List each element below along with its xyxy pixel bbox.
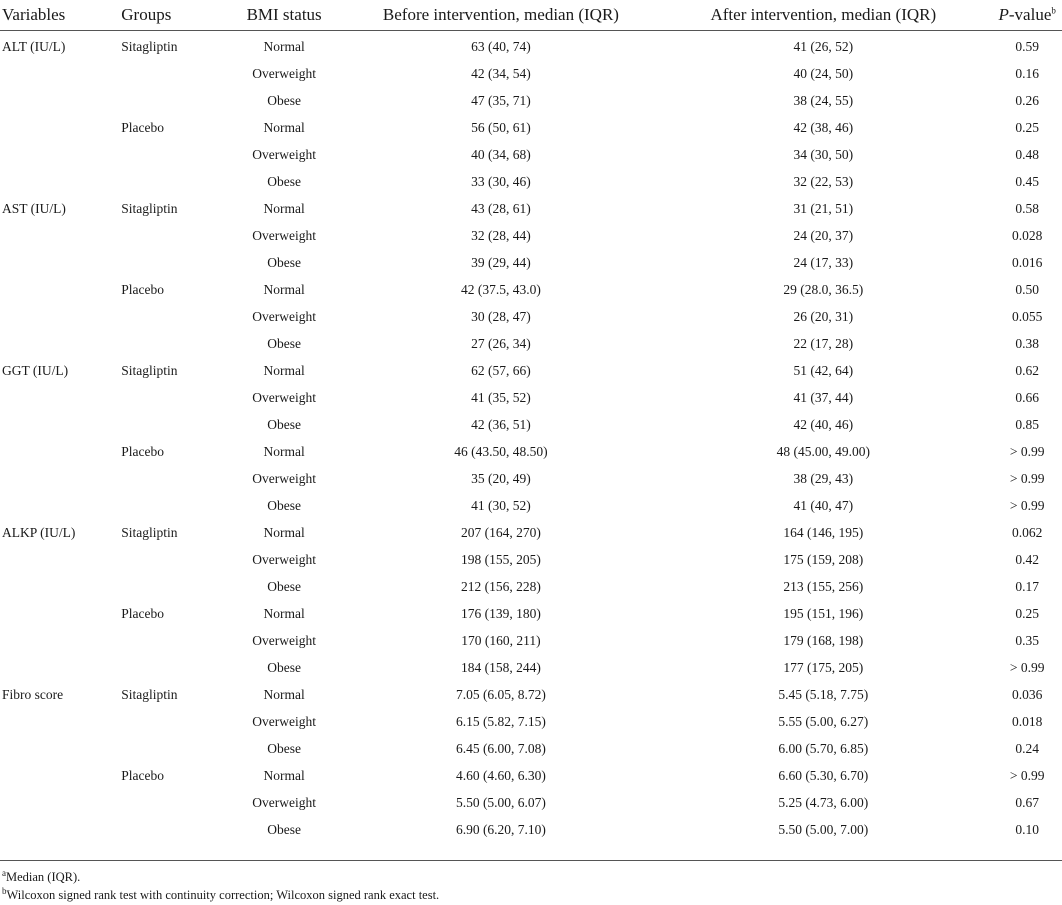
table-row bbox=[0, 357, 1062, 384]
cell-group bbox=[113, 789, 220, 816]
cell-before: 7.05 (6.05, 8.72) bbox=[455, 686, 546, 702]
header-before: Before intervention, median (IQR) bbox=[348, 0, 655, 31]
cell-group: Sitagliptin bbox=[121, 524, 178, 540]
cell-p-value: 0.016 bbox=[1012, 254, 1043, 270]
cell-group bbox=[113, 708, 220, 735]
cell-before: 32 (28, 44) bbox=[471, 227, 531, 243]
cell-bmi-status: Overweight bbox=[252, 794, 316, 810]
cell-group: Placebo bbox=[121, 443, 165, 459]
header-p-value bbox=[992, 0, 1062, 31]
cell-before: 30 (28, 47) bbox=[471, 308, 531, 324]
cell-after: 29 (28.0, 36.5) bbox=[783, 281, 864, 297]
cell-variable bbox=[0, 168, 113, 195]
cell-bmi-status: Obese bbox=[267, 821, 301, 837]
cell-group bbox=[113, 141, 220, 168]
cell-variable bbox=[0, 789, 113, 816]
cell-p-value: 0.66 bbox=[1015, 389, 1039, 405]
table-row bbox=[0, 195, 1062, 222]
table-row bbox=[0, 438, 1062, 465]
table-row bbox=[0, 546, 1062, 573]
cell-after: 213 (155, 256) bbox=[783, 578, 864, 594]
cell-before: 41 (30, 52) bbox=[471, 497, 531, 513]
cell-before: 212 (156, 228) bbox=[461, 578, 541, 594]
table-row bbox=[0, 411, 1062, 438]
cell-before: 41 (35, 52) bbox=[471, 389, 531, 405]
footnote-a-text: Median (IQR). bbox=[6, 870, 81, 884]
cell-bmi-status: Obese bbox=[267, 578, 301, 594]
table-row bbox=[0, 492, 1062, 519]
cell-after: 177 (175, 205) bbox=[783, 659, 864, 675]
cell-variable bbox=[0, 222, 113, 249]
cell-p-value: > 0.99 bbox=[1009, 659, 1045, 675]
table-body bbox=[0, 31, 1062, 844]
table-row bbox=[0, 303, 1062, 330]
table-row bbox=[0, 276, 1062, 303]
cell-before: 42 (36, 51) bbox=[471, 416, 531, 432]
cell-variable bbox=[0, 87, 113, 114]
header-variables: Variables bbox=[0, 0, 113, 31]
cell-bmi-status: Overweight bbox=[252, 389, 316, 405]
cell-p-value: > 0.99 bbox=[1009, 443, 1045, 459]
cell-p-value: 0.10 bbox=[1015, 821, 1039, 837]
cell-group bbox=[113, 87, 220, 114]
table-row bbox=[0, 249, 1062, 276]
cell-p-value: 0.055 bbox=[1012, 308, 1043, 324]
table-row bbox=[0, 114, 1062, 141]
table-row bbox=[0, 573, 1062, 600]
cell-group bbox=[113, 330, 220, 357]
table-row bbox=[0, 168, 1062, 195]
cell-after: 195 (151, 196) bbox=[783, 605, 864, 621]
cell-p-value: 0.62 bbox=[1015, 362, 1039, 378]
cell-before: 6.45 (6.00, 7.08) bbox=[455, 740, 546, 756]
cell-bmi-status: Normal bbox=[263, 605, 305, 621]
cell-after: 164 (146, 195) bbox=[783, 524, 864, 540]
table-row bbox=[0, 60, 1062, 87]
cell-group bbox=[113, 168, 220, 195]
cell-after: 40 (24, 50) bbox=[793, 65, 854, 81]
cell-p-value: 0.45 bbox=[1015, 173, 1039, 189]
cell-group bbox=[113, 384, 220, 411]
cell-before: 176 (139, 180) bbox=[461, 605, 541, 621]
cell-group bbox=[113, 735, 220, 762]
cell-after: 24 (20, 37) bbox=[793, 227, 854, 243]
header-bmi-status: BMI status bbox=[221, 0, 348, 31]
cell-variable bbox=[0, 600, 113, 627]
cell-bmi-status: Normal bbox=[263, 767, 305, 783]
cell-p-value: 0.036 bbox=[1012, 686, 1043, 702]
cell-p-value: 0.16 bbox=[1015, 65, 1039, 81]
header-p-footnote-mark: b bbox=[1051, 5, 1056, 16]
cell-bmi-status: Overweight bbox=[252, 470, 316, 486]
cell-variable bbox=[0, 60, 113, 87]
cell-p-value: 0.062 bbox=[1012, 524, 1043, 540]
cell-bmi-status: Normal bbox=[263, 443, 305, 459]
cell-variable bbox=[0, 735, 113, 762]
cell-before: 47 (35, 71) bbox=[471, 92, 531, 108]
cell-p-value: 0.38 bbox=[1015, 335, 1039, 351]
table-row bbox=[0, 465, 1062, 492]
cell-bmi-status: Obese bbox=[267, 416, 301, 432]
header-p-rest: -value bbox=[1008, 5, 1052, 24]
table-row bbox=[0, 600, 1062, 627]
cell-group bbox=[113, 222, 220, 249]
cell-p-value: 0.42 bbox=[1015, 551, 1039, 567]
cell-before: 43 (28, 61) bbox=[471, 200, 531, 216]
cell-after: 24 (17, 33) bbox=[793, 254, 854, 270]
cell-variable: ALT (IU/L) bbox=[2, 38, 66, 54]
cell-group: Placebo bbox=[121, 767, 165, 783]
cell-group bbox=[113, 303, 220, 330]
cell-bmi-status: Obese bbox=[267, 740, 301, 756]
cell-before: 4.60 (4.60, 6.30) bbox=[455, 767, 546, 783]
cell-before: 42 (37.5, 43.0) bbox=[461, 281, 541, 297]
cell-after: 42 (40, 46) bbox=[793, 416, 854, 432]
table-bottom-rule bbox=[0, 860, 1062, 861]
cell-p-value: 0.26 bbox=[1015, 92, 1039, 108]
header-groups: Groups bbox=[113, 0, 220, 31]
cell-group bbox=[113, 411, 220, 438]
cell-variable bbox=[0, 546, 113, 573]
cell-after: 48 (45.00, 49.00) bbox=[776, 443, 870, 459]
table-header-row bbox=[0, 0, 1062, 31]
cell-bmi-status: Normal bbox=[263, 362, 305, 378]
footnote-b-text: Wilcoxon signed rank test with continuity correction; Wilcoxon signed rank exact test. bbox=[6, 888, 440, 902]
cell-after: 41 (37, 44) bbox=[793, 389, 854, 405]
cell-bmi-status: Obese bbox=[267, 335, 301, 351]
cell-variable bbox=[0, 411, 113, 438]
cell-bmi-status: Normal bbox=[263, 524, 305, 540]
cell-group: Sitagliptin bbox=[121, 38, 178, 54]
cell-bmi-status: Normal bbox=[263, 38, 305, 54]
cell-variable bbox=[0, 303, 113, 330]
cell-before: 40 (34, 68) bbox=[471, 146, 531, 162]
cell-variable: AST (IU/L) bbox=[2, 200, 66, 216]
cell-bmi-status: Obese bbox=[267, 659, 301, 675]
cell-after: 38 (29, 43) bbox=[793, 470, 854, 486]
cell-group: Sitagliptin bbox=[121, 686, 178, 702]
cell-variable bbox=[0, 114, 113, 141]
cell-variable bbox=[0, 762, 113, 789]
cell-p-value: 0.48 bbox=[1015, 146, 1039, 162]
cell-before: 198 (155, 205) bbox=[461, 551, 541, 567]
cell-group bbox=[113, 492, 220, 519]
cell-p-value: 0.24 bbox=[1015, 740, 1039, 756]
cell-group bbox=[113, 816, 220, 843]
cell-p-value: 0.85 bbox=[1015, 416, 1039, 432]
cell-after: 32 (22, 53) bbox=[793, 173, 854, 189]
cell-p-value: 0.59 bbox=[1015, 38, 1039, 54]
header-after: After intervention, median (IQR) bbox=[654, 0, 992, 31]
table-row bbox=[0, 141, 1062, 168]
table-row bbox=[0, 681, 1062, 708]
cell-group bbox=[113, 60, 220, 87]
cell-after: 5.45 (5.18, 7.75) bbox=[778, 686, 869, 702]
table-row bbox=[0, 708, 1062, 735]
cell-variable bbox=[0, 492, 113, 519]
cell-p-value: 0.018 bbox=[1012, 713, 1043, 729]
footnote-a-mark: a bbox=[2, 867, 6, 878]
cell-variable bbox=[0, 330, 113, 357]
cell-after: 51 (42, 64) bbox=[793, 362, 854, 378]
cell-before: 39 (29, 44) bbox=[471, 254, 531, 270]
footnote-b bbox=[2, 885, 440, 903]
cell-variable bbox=[0, 708, 113, 735]
cell-before: 62 (57, 66) bbox=[471, 362, 531, 378]
cell-bmi-status: Obese bbox=[267, 254, 301, 270]
cell-p-value: 0.25 bbox=[1015, 605, 1039, 621]
footnote-b-mark: b bbox=[2, 885, 7, 896]
cell-p-value: 0.028 bbox=[1012, 227, 1043, 243]
cell-variable bbox=[0, 438, 113, 465]
cell-group: Sitagliptin bbox=[121, 200, 178, 216]
cell-variable bbox=[0, 654, 113, 681]
cell-bmi-status: Overweight bbox=[252, 632, 316, 648]
cell-before: 170 (160, 211) bbox=[461, 632, 541, 648]
cell-after: 34 (30, 50) bbox=[793, 146, 854, 162]
cell-before: 56 (50, 61) bbox=[471, 119, 531, 135]
cell-p-value: 0.25 bbox=[1015, 119, 1039, 135]
table-row bbox=[0, 627, 1062, 654]
cell-after: 31 (21, 51) bbox=[793, 200, 854, 216]
cell-after: 22 (17, 28) bbox=[793, 335, 854, 351]
cell-group bbox=[113, 249, 220, 276]
table-row bbox=[0, 87, 1062, 114]
cell-bmi-status: Overweight bbox=[252, 146, 316, 162]
cell-p-value: 0.58 bbox=[1015, 200, 1039, 216]
cell-variable bbox=[0, 465, 113, 492]
cell-group: Sitagliptin bbox=[121, 362, 178, 378]
cell-variable bbox=[0, 573, 113, 600]
cell-variable bbox=[0, 384, 113, 411]
cell-bmi-status: Normal bbox=[263, 200, 305, 216]
cell-bmi-status: Normal bbox=[263, 119, 305, 135]
cell-bmi-status: Overweight bbox=[252, 308, 316, 324]
cell-bmi-status: Overweight bbox=[252, 713, 316, 729]
cell-variable: ALKP (IU/L) bbox=[2, 524, 76, 540]
cell-after: 6.00 (5.70, 6.85) bbox=[778, 740, 869, 756]
table-row bbox=[0, 31, 1062, 61]
cell-group bbox=[113, 627, 220, 654]
cell-bmi-status: Obese bbox=[267, 173, 301, 189]
cell-before: 46 (43.50, 48.50) bbox=[454, 443, 548, 459]
footnote-a bbox=[2, 867, 81, 885]
table-row bbox=[0, 762, 1062, 789]
cell-before: 184 (158, 244) bbox=[461, 659, 541, 675]
cell-variable: Fibro score bbox=[2, 686, 64, 702]
cell-group: Placebo bbox=[121, 605, 165, 621]
cell-variable bbox=[0, 249, 113, 276]
cell-bmi-status: Normal bbox=[263, 686, 305, 702]
cell-group bbox=[113, 546, 220, 573]
cell-group: Placebo bbox=[121, 119, 165, 135]
cell-after: 175 (159, 208) bbox=[783, 551, 864, 567]
cell-p-value: > 0.99 bbox=[1009, 767, 1045, 783]
cell-p-value: > 0.99 bbox=[1009, 497, 1045, 513]
cell-after: 5.25 (4.73, 6.00) bbox=[778, 794, 869, 810]
cell-p-value: 0.67 bbox=[1015, 794, 1039, 810]
cell-group: Placebo bbox=[121, 281, 165, 297]
cell-before: 207 (164, 270) bbox=[461, 524, 541, 540]
cell-bmi-status: Obese bbox=[267, 92, 301, 108]
cell-after: 42 (38, 46) bbox=[793, 119, 854, 135]
cell-after: 5.50 (5.00, 7.00) bbox=[778, 821, 869, 837]
cell-group bbox=[113, 654, 220, 681]
cell-before: 6.15 (5.82, 7.15) bbox=[455, 713, 546, 729]
table-row bbox=[0, 330, 1062, 357]
cell-p-value: 0.35 bbox=[1015, 632, 1039, 648]
cell-variable bbox=[0, 276, 113, 303]
cell-before: 27 (26, 34) bbox=[471, 335, 531, 351]
cell-group bbox=[113, 573, 220, 600]
header-p-italic: P bbox=[998, 5, 1009, 24]
cell-group bbox=[113, 465, 220, 492]
cell-before: 5.50 (5.00, 6.07) bbox=[455, 794, 546, 810]
cell-before: 63 (40, 74) bbox=[471, 38, 531, 54]
table-row bbox=[0, 789, 1062, 816]
cell-variable bbox=[0, 816, 113, 843]
cell-variable bbox=[0, 141, 113, 168]
cell-variable: GGT (IU/L) bbox=[2, 362, 69, 378]
cell-bmi-status: Normal bbox=[263, 281, 305, 297]
cell-p-value: 0.50 bbox=[1015, 281, 1039, 297]
table-row bbox=[0, 222, 1062, 249]
table-row bbox=[0, 735, 1062, 762]
cell-after: 41 (40, 47) bbox=[793, 497, 854, 513]
cell-p-value: > 0.99 bbox=[1009, 470, 1045, 486]
table-row bbox=[0, 816, 1062, 843]
cell-after: 179 (168, 198) bbox=[783, 632, 864, 648]
cell-before: 6.90 (6.20, 7.10) bbox=[455, 821, 546, 837]
cell-variable bbox=[0, 627, 113, 654]
cell-after: 6.60 (5.30, 6.70) bbox=[778, 767, 869, 783]
cell-after: 5.55 (5.00, 6.27) bbox=[778, 713, 869, 729]
table-row bbox=[0, 654, 1062, 681]
cell-bmi-status: Obese bbox=[267, 497, 301, 513]
cell-p-value: 0.17 bbox=[1015, 578, 1039, 594]
cell-bmi-status: Overweight bbox=[252, 65, 316, 81]
cell-after: 38 (24, 55) bbox=[793, 92, 854, 108]
table-row bbox=[0, 519, 1062, 546]
cell-before: 42 (34, 54) bbox=[471, 65, 531, 81]
table-row bbox=[0, 384, 1062, 411]
cell-before: 33 (30, 46) bbox=[471, 173, 531, 189]
cell-before: 35 (20, 49) bbox=[471, 470, 531, 486]
cell-after: 41 (26, 52) bbox=[793, 38, 854, 54]
cell-bmi-status: Overweight bbox=[252, 551, 316, 567]
cell-after: 26 (20, 31) bbox=[793, 308, 854, 324]
cell-bmi-status: Overweight bbox=[252, 227, 316, 243]
